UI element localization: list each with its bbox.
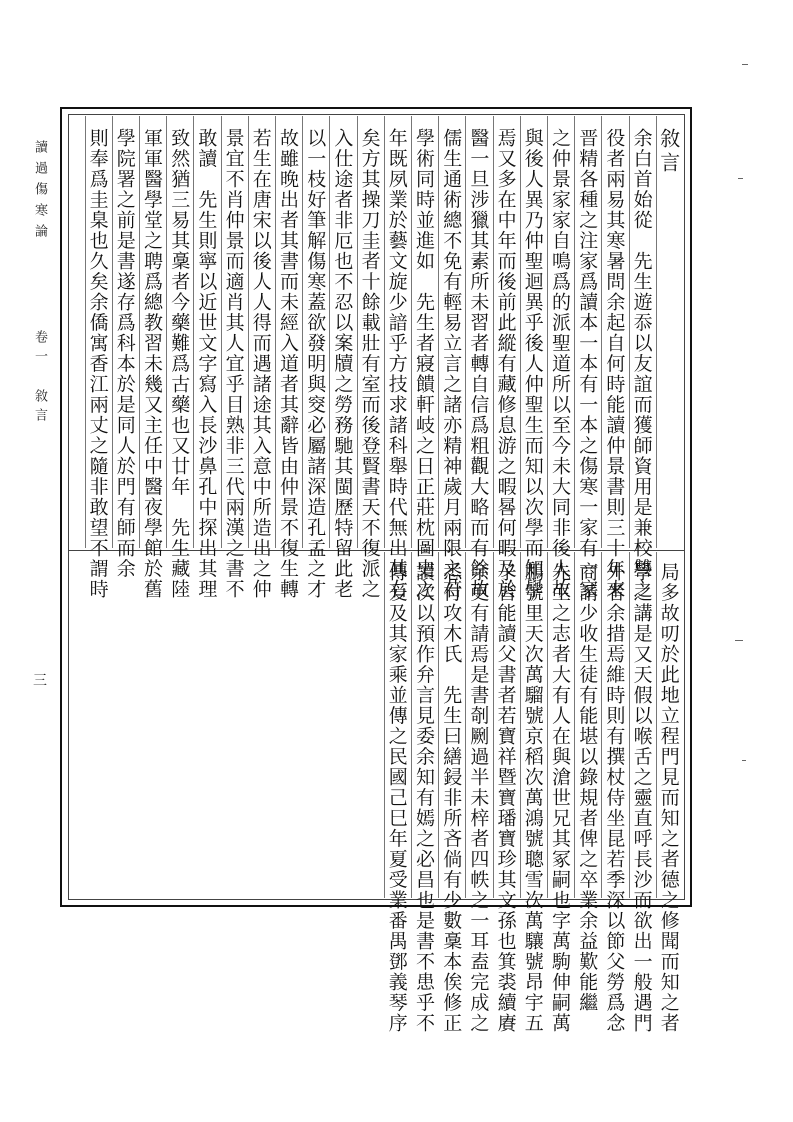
lower-text-column: 商請少收生徒有能堪以錄規者俾之卒業余益歎能繼 [576,562,599,1013]
column-rule [574,552,575,898]
column-rule [411,116,412,548]
column-rule [547,116,548,548]
column-rule [85,116,86,548]
lower-text-column: 傳爰及其家乘並傳之民國己巳年夏受業番禺鄧義琴序 [385,562,408,1034]
column-rule [574,116,575,548]
upper-text-column: 儒生通術總不免有輕易立言之諸亦精神歲月兩限之若 [440,128,463,600]
column-rule [656,552,657,898]
lower-text-column: 局多故叨於此地立程門見而知之者德之修聞而知之者 [657,562,680,1034]
column-rule [193,116,194,548]
column-rule [547,552,548,898]
column-rule [329,116,330,548]
lower-text-column: 余更有請焉是書剞劂過半未梓者四帙之一耳盍完成之 [467,562,490,1034]
scan-mark [742,760,746,761]
scan-mark [742,64,748,65]
column-rule [493,552,494,898]
column-rule [302,116,303,548]
column-rule [629,552,630,898]
upper-text-column: 之仲景家家自鳴爲的派聖道所以至今未大同非後人故 [549,128,571,600]
upper-text-column: 與後人異乃仲聖迴異乎後人仲聖生而知以次學而知學 [521,128,544,600]
column-rule [438,116,439,548]
upper-text-column: 晋精各種之注家爲讀本一本有一本之傷寒一家有一家 [576,128,599,600]
column-rule [357,116,358,548]
column-rule [520,116,521,548]
column-rule [601,116,602,548]
column-rule [601,552,602,898]
lower-text-column: 外者余措焉維時則有撰杖侍坐昆若季深以節父勞爲念 [603,562,626,1034]
lower-text-column: 先生之志者大有人在與滄世兄其冢嗣也字萬駒伸嗣萬 [549,562,571,1034]
upper-text-column: 年既夙業於藝文旋少諳乎方技求諸科舉時代無出其右 [385,128,408,600]
lower-text-column: 子皆能讀父書者若寶祥暨寶璠寶珍其文孫也箕裘續賡 [494,562,517,1034]
upper-text-column: 矣方其操刀圭者十餘載壯有室而後登賢書天不復派之 [358,128,381,600]
lower-text-column: 學之講是又天假以喉舌之靈直呼長沙而欲出一般遇門 [630,562,653,1034]
upper-text-column: 入仕途者非厄也不忍以案牘之勞務馳其閩歷特留此老 [331,128,354,600]
column-rule [221,116,222,548]
column-rule [656,116,657,548]
upper-text-column: 軍軍醫學堂之聘爲總教習未幾又主任中醫夜學館於舊 [141,128,163,600]
upper-text-column: 若生在唐宋以後人人得而遇諸途其入意中所造出之仲 [249,128,272,600]
lower-text-column: 鵬號里天次萬騮號京稻次萬鴻號聰雪次萬驤號昂宇五 [521,562,544,1034]
scan-mark [735,640,743,641]
lower-text-column: 讀次以預作弁言見委余知有嫣之必昌也是書不患乎不 [413,562,435,1034]
column-rule [248,116,249,548]
upper-text-column: 役者兩易其寒暑問余起自何時能讀仲景書則三十年來 [603,128,626,600]
upper-text-column: 敘言 [656,128,681,176]
column-rule [493,116,494,548]
upper-text-column: 敢讀 先生則寧以近世文字寫入長沙鼻孔中探出其理 [195,128,218,600]
column-rule [411,552,412,898]
column-rule [384,116,385,548]
column-rule [384,552,385,898]
margin-book-title: 讀過傷寒論 [32,140,47,245]
page-number: 三 [33,673,47,689]
upper-text-column: 醫一旦涉獵其素所未習者轉自信爲粗觀大略而有餘故 [467,128,490,600]
upper-text-column: 景宜不肖仲景而適肖其人宜乎目熟非三代兩漢之書不 [222,128,245,600]
column-rule [520,552,521,898]
column-rule [438,552,439,898]
upper-text-column: 致然猶三易其稾者今藥難爲古藥也又廿年 先生藏陸 [168,128,191,600]
upper-text-column: 余白首始從 先生遊忝以友誼而獲師資用是兼校讐之 [630,128,653,600]
upper-text-column: 故雖晚出者其書而未經入道者其辭皆由仲景不復生轉 [277,128,299,600]
margin-chapter [30,330,49,427]
scan-mark [738,178,743,179]
column-rule [629,116,630,548]
column-rule [112,116,113,548]
margin-volume: 卷一 [32,330,47,368]
upper-text-column: 學院署之前是書遂存爲科本於是同人於門有師而余 [113,128,136,579]
upper-text-column: 焉又多在中年而後前此縱有藏修息游之暇晷何暇及於 [494,128,517,600]
column-rule [139,116,140,548]
upper-text-column: 則奉爲圭臬也久矣余僑寓香江兩丈之隨非敢望不謂時 [86,128,109,600]
margin-chapter-title: 敘言 [32,389,47,427]
column-rule [275,116,276,548]
column-rule [465,552,466,898]
lower-text-column: 悉付攻木氏 先生曰繕鋟非所吝倘有少數稾本俟修正 [440,562,463,1034]
column-rule [166,116,167,548]
upper-text-column: 學術同時並進如 先生者寢饋軒岐之日正莊枕圖史之 [413,128,435,600]
upper-text-column: 以一枝好筆解傷寒蓋欲發明與窔必屬諸深造孔孟之才 [304,128,327,600]
column-rule [465,116,466,548]
